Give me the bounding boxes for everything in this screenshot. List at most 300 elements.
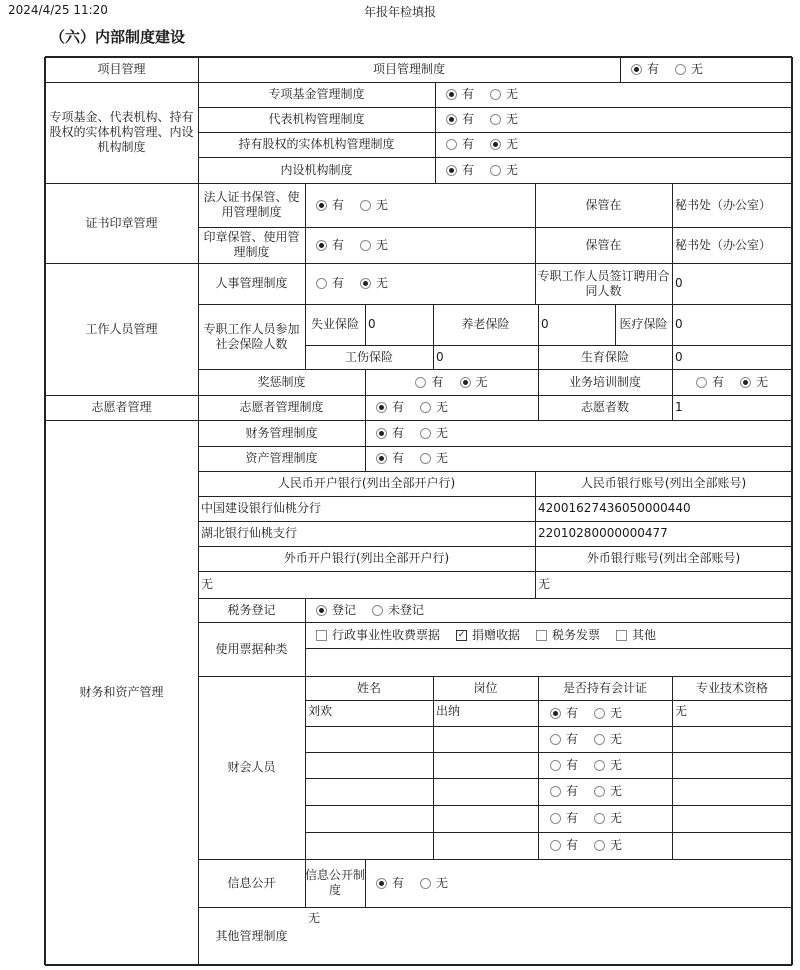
- accountant-qualification[interactable]: [672, 778, 792, 805]
- radio-unchecked-icon[interactable]: [490, 165, 501, 176]
- tax-registration-label: [198, 598, 305, 622]
- accountant-column-header: [433, 676, 538, 700]
- radio-checked-icon[interactable]: [316, 605, 327, 616]
- accountant-cert-no-label: 无: [610, 757, 623, 772]
- special-row-radio[interactable]: [435, 82, 792, 107]
- rmb-bank-account-text: 22010280000000477: [538, 526, 668, 540]
- reward-system-radio-yes[interactable]: [415, 375, 443, 390]
- finance-system-radio-yes-label: 有: [392, 425, 405, 440]
- category-project-text: 项目管理: [97, 62, 146, 76]
- project-system-label-text: 项目管理制度: [372, 62, 445, 76]
- radio-unchecked-icon[interactable]: [550, 840, 561, 851]
- volunteer-system-label-text: 志愿者管理制度: [239, 400, 324, 414]
- project-system-radio-yes-label: 有: [647, 62, 660, 76]
- accountant-post[interactable]: [433, 752, 538, 778]
- seal-row-radio-yes[interactable]: [316, 238, 344, 253]
- rmb-account-header: [535, 471, 792, 496]
- accountant-cert-no[interactable]: [594, 706, 622, 721]
- special-row-radio-no-label: 无: [506, 112, 519, 126]
- fx-account-value[interactable]: [535, 571, 792, 598]
- radio-checked-icon[interactable]: [446, 165, 457, 176]
- pension-label: [433, 304, 538, 345]
- invoice-option[interactable]: [316, 628, 440, 643]
- radio-unchecked-icon[interactable]: [490, 114, 501, 125]
- injury-value-text: 0: [436, 349, 444, 364]
- medical-label: [615, 304, 672, 345]
- volunteer-system-label: [198, 395, 365, 420]
- training-system-radio-yes-label: 有: [711, 374, 724, 389]
- radio-unchecked-icon[interactable]: [372, 605, 383, 616]
- disclosure-system-label: [305, 859, 365, 907]
- special-row-radio[interactable]: [435, 107, 792, 132]
- finance-system-radio-no-label: 无: [436, 425, 449, 440]
- maternity-label: [538, 345, 672, 369]
- category-seal: [45, 183, 198, 263]
- finance-system-radio-no[interactable]: [420, 426, 448, 441]
- pension-label-text: 养老保险: [461, 317, 510, 331]
- training-system-radio-yes[interactable]: [696, 375, 724, 390]
- invoice-type-label-text: 使用票据种类: [215, 641, 288, 656]
- radio-unchecked-icon[interactable]: [550, 734, 561, 745]
- category-special-text: 专项基金、代表机构、持有股权的实体机构管理、内设机构制度: [49, 110, 194, 154]
- special-row-label: [198, 107, 435, 132]
- accountant-cert-no[interactable]: [594, 732, 622, 747]
- radio-checked-icon[interactable]: [740, 377, 751, 388]
- pension-value[interactable]: [538, 304, 615, 345]
- special-row-label-text: 专项基金管理制度: [268, 87, 365, 101]
- radio-checked-icon[interactable]: [631, 64, 642, 75]
- special-row-radio-no-label: 无: [506, 162, 519, 177]
- radio-unchecked-icon[interactable]: [594, 760, 605, 771]
- radio-unchecked-icon[interactable]: [550, 760, 561, 771]
- accountant-qualification[interactable]: [672, 700, 792, 726]
- radio-unchecked-icon[interactable]: [594, 708, 605, 719]
- category-staff-text: 工作人员管理: [85, 321, 158, 336]
- seal-row-label-text: 印章保管、使用管理制度: [203, 230, 300, 259]
- special-row-radio-no-label: 无: [506, 87, 519, 101]
- asset-system-radio-yes[interactable]: [376, 451, 404, 466]
- accountant-cert-radio[interactable]: [538, 752, 672, 778]
- volunteer-system-radio[interactable]: [365, 395, 538, 420]
- insurance-label: [198, 304, 305, 369]
- unemployment-value[interactable]: [365, 304, 433, 345]
- category-seal-text: 证书印章管理: [85, 215, 158, 230]
- invoice-option[interactable]: [456, 628, 520, 643]
- rmb-account-header-text: 人民币银行账号(列出全部账号): [580, 476, 747, 490]
- accountant-post[interactable]: [433, 726, 538, 752]
- invoice-option[interactable]: [536, 628, 600, 643]
- accountant-cert-yes[interactable]: [550, 732, 578, 747]
- project-system-radio-yes[interactable]: [631, 62, 659, 77]
- medical-value[interactable]: [672, 304, 792, 345]
- special-row-radio-no-label: 无: [506, 137, 519, 151]
- reward-system-label: [198, 369, 365, 395]
- other-system-label-text: 其他管理制度: [215, 928, 288, 943]
- seal-row-radio[interactable]: [305, 227, 535, 263]
- contract-count-value[interactable]: [672, 263, 792, 304]
- seal-row-radio[interactable]: [305, 183, 535, 227]
- disclosure-label-text: 信息公开: [227, 875, 276, 890]
- accountant-post[interactable]: [433, 832, 538, 859]
- project-system-radio-no[interactable]: [675, 62, 703, 77]
- special-row-radio-yes-label: 有: [462, 162, 475, 177]
- special-row-label: [198, 132, 435, 157]
- accountant-cert-radio[interactable]: [538, 805, 672, 832]
- radio-unchecked-icon[interactable]: [550, 786, 561, 797]
- volunteer-system-radio-no-label: 无: [436, 400, 449, 414]
- finance-system-label: [198, 420, 365, 446]
- accountant-qualification[interactable]: [672, 832, 792, 859]
- disclosure-label: [198, 859, 305, 907]
- other-system-label: [198, 907, 305, 965]
- accountant-name[interactable]: [305, 832, 433, 859]
- special-row-radio[interactable]: [435, 132, 792, 157]
- radio-checked-icon[interactable]: [316, 240, 327, 251]
- training-system-label: [538, 369, 672, 395]
- accountant-post[interactable]: [433, 700, 538, 726]
- accountant-column-header-text: 是否持有会计证: [562, 680, 647, 695]
- rmb-bank-name[interactable]: [198, 521, 535, 546]
- invoice-option[interactable]: [616, 628, 656, 643]
- fx-bank-value-text: 无: [201, 577, 214, 591]
- hr-system-label-text: 人事管理制度: [215, 276, 288, 290]
- volunteer-count-value-text: 1: [675, 400, 683, 414]
- special-row-label-text: 代表机构管理制度: [268, 112, 365, 126]
- radio-unchecked-icon[interactable]: [446, 139, 457, 150]
- radio-unchecked-icon[interactable]: [696, 377, 707, 388]
- finance-system-radio[interactable]: [365, 420, 792, 446]
- special-row-radio-no[interactable]: [490, 163, 518, 178]
- disclosure-system-radio-yes-label: 有: [392, 875, 405, 890]
- page-header-title: 年报年检填报: [363, 5, 436, 19]
- radio-checked-icon[interactable]: [360, 278, 371, 289]
- accountant-cert-radio[interactable]: [538, 778, 672, 805]
- rmb-bank-name[interactable]: [198, 496, 535, 521]
- radio-checked-icon[interactable]: [376, 402, 387, 413]
- accountant-cert-no-label: 无: [610, 731, 623, 746]
- rmb-bank-account[interactable]: [535, 521, 792, 546]
- seal-row-radio-yes[interactable]: [316, 198, 344, 213]
- special-row-radio-no[interactable]: [490, 87, 518, 102]
- unemployment-label: [305, 304, 365, 345]
- fx-account-header: [535, 546, 792, 571]
- accountant-cert-yes[interactable]: [550, 784, 578, 799]
- seal-row-radio-no[interactable]: [360, 238, 388, 253]
- accountant-cert-yes-label: 有: [566, 838, 579, 852]
- fx-account-header-text: 外币银行账号(列出全部账号): [586, 551, 741, 565]
- category-finance-text: 财务和资产管理: [79, 685, 164, 699]
- accountant-name[interactable]: [305, 700, 433, 726]
- asset-system-label-text: 资产管理制度: [245, 451, 318, 465]
- accountant-cert-yes[interactable]: [550, 706, 578, 721]
- accountant-name[interactable]: [305, 778, 433, 805]
- accountant-post[interactable]: [433, 805, 538, 832]
- tax-registration-label-text: 税务登记: [227, 602, 276, 617]
- accountant-cert-radio[interactable]: [538, 700, 672, 726]
- radio-checked-icon[interactable]: [376, 428, 387, 439]
- invoice-option-label: 其他: [632, 627, 657, 642]
- reward-system-label-text: 奖惩制度: [257, 374, 306, 389]
- accountant-column-header: [672, 676, 792, 700]
- seal-row-radio-no-label: 无: [376, 197, 389, 212]
- seal-keeper-value-text: 秘书处（办公室）: [675, 237, 772, 252]
- accountant-name[interactable]: [305, 752, 433, 778]
- disclosure-system-radio-no[interactable]: [420, 876, 448, 891]
- seal-row-label: [198, 227, 305, 263]
- unemployment-value-text: 0: [368, 317, 376, 331]
- accountant-cert-yes-label: 有: [566, 757, 579, 772]
- special-row-radio-no[interactable]: [490, 112, 518, 127]
- asset-system-radio-no[interactable]: [420, 451, 448, 466]
- disclosure-system-radio[interactable]: [365, 859, 792, 907]
- invoice-type-label: [198, 622, 305, 676]
- training-system-label-text: 业务培训制度: [568, 374, 641, 389]
- unemployment-label-text: 失业保险: [310, 317, 359, 331]
- seal-keeper-label-text: 保管在: [585, 197, 622, 212]
- special-row-label-text: 持有股权的实体机构管理制度: [238, 137, 395, 151]
- pension-value-text: 0: [541, 317, 549, 331]
- accountant-column-header-text: 专业技术资格: [695, 680, 768, 695]
- accountant-qualification[interactable]: [672, 726, 792, 752]
- seal-keeper-label-text: 保管在: [585, 237, 622, 252]
- seal-keeper-value: [672, 227, 792, 263]
- seal-keeper-value-text: 秘书处（办公室）: [675, 197, 772, 212]
- accountant-cert-yes-label: 有: [566, 784, 579, 798]
- special-row-radio-yes-label: 有: [462, 87, 475, 101]
- accountant-cert-no[interactable]: [594, 758, 622, 773]
- accountant-name-text: 刘欢: [308, 704, 333, 718]
- contract-count-label-text: 专职工作人员签订聘用合同人数: [537, 268, 670, 298]
- accountant-cert-yes-label: 有: [566, 705, 579, 720]
- volunteer-system-radio-yes-label: 有: [392, 400, 405, 414]
- accountant-cert-yes[interactable]: [550, 838, 578, 853]
- radio-unchecked-icon[interactable]: [420, 402, 431, 413]
- seal-keeper-label: [535, 183, 672, 227]
- table-rule: [305, 648, 792, 649]
- section-title: （六）内部制度建设: [50, 28, 186, 46]
- tax-unregistered-option-label: 未登记: [388, 602, 425, 617]
- accountant-column-header: [305, 676, 433, 700]
- volunteer-count-value[interactable]: [672, 395, 792, 420]
- accountant-cert-no[interactable]: [594, 811, 622, 826]
- hr-system-label: [198, 263, 305, 304]
- reward-system-radio-yes-label: 有: [431, 374, 444, 389]
- project-system-label: [198, 57, 620, 82]
- category-finance: [45, 420, 198, 965]
- training-system-radio-no[interactable]: [740, 375, 768, 390]
- tax-registered-option[interactable]: [316, 603, 356, 618]
- radio-unchecked-icon[interactable]: [360, 240, 371, 251]
- volunteer-system-radio-yes[interactable]: [376, 400, 404, 415]
- seal-row-radio-no[interactable]: [360, 198, 388, 213]
- accountant-qualification[interactable]: [672, 752, 792, 778]
- insurance-label-text: 专职工作人员参加社会保险人数: [203, 321, 300, 351]
- accountant-qualification-text: 无: [675, 704, 688, 718]
- category-volunteer: [45, 395, 198, 420]
- checkbox-unchecked-icon[interactable]: [316, 630, 327, 641]
- finance-system-label-text: 财务管理制度: [245, 425, 318, 440]
- asset-system-radio-yes-label: 有: [392, 451, 405, 465]
- radio-unchecked-icon[interactable]: [594, 840, 605, 851]
- hr-system-radio-yes-label: 有: [332, 276, 345, 290]
- volunteer-count-label: [538, 395, 672, 420]
- radio-unchecked-icon[interactable]: [316, 278, 327, 289]
- accountant-label: [198, 676, 305, 859]
- special-row-radio-yes[interactable]: [446, 112, 474, 127]
- radio-unchecked-icon[interactable]: [420, 453, 431, 464]
- radio-checked-icon[interactable]: [460, 377, 471, 388]
- asset-system-radio[interactable]: [365, 446, 792, 471]
- contract-count-value-text: 0: [675, 276, 683, 290]
- accountant-cert-no[interactable]: [594, 784, 622, 799]
- accountant-label-text: 财会人员: [227, 760, 276, 774]
- injury-value[interactable]: [433, 345, 538, 369]
- radio-unchecked-icon[interactable]: [490, 89, 501, 100]
- finance-system-radio-yes[interactable]: [376, 426, 404, 441]
- radio-unchecked-icon[interactable]: [594, 734, 605, 745]
- project-system-radio[interactable]: [620, 57, 792, 82]
- disclosure-system-radio-yes[interactable]: [376, 876, 404, 891]
- radio-unchecked-icon[interactable]: [415, 377, 426, 388]
- radio-checked-icon[interactable]: [446, 89, 457, 100]
- radio-checked-icon[interactable]: [376, 453, 387, 464]
- radio-checked-icon[interactable]: [316, 200, 327, 211]
- medical-value-text: 0: [675, 317, 683, 331]
- medical-label-text: 医疗保险: [619, 317, 668, 331]
- volunteer-system-radio-no[interactable]: [420, 400, 448, 415]
- volunteer-count-label-text: 志愿者数: [580, 400, 629, 414]
- fx-bank-header-text: 外币开户银行(列出全部开户行): [283, 551, 450, 565]
- tax-registered-option-label: 登记: [332, 602, 357, 617]
- reward-system-radio-no[interactable]: [460, 375, 488, 390]
- accountant-name[interactable]: [305, 726, 433, 752]
- accountant-cert-no-label: 无: [610, 838, 623, 852]
- accountant-cert-no[interactable]: [594, 838, 622, 853]
- special-row-radio-yes[interactable]: [446, 163, 474, 178]
- checkbox-unchecked-icon[interactable]: [536, 630, 547, 641]
- accountant-column-header-text: 姓名: [356, 680, 381, 695]
- invoice-option-label: 税务发票: [552, 627, 601, 642]
- maternity-value-text: 0: [675, 349, 683, 364]
- other-system-value-text: 无: [308, 911, 321, 925]
- checkbox-unchecked-icon[interactable]: [616, 630, 627, 641]
- special-row-label-text: 内设机构制度: [280, 162, 353, 177]
- radio-checked-icon[interactable]: [376, 878, 387, 889]
- radio-unchecked-icon[interactable]: [594, 813, 605, 824]
- accountant-post[interactable]: [433, 778, 538, 805]
- contract-count-label: [535, 263, 672, 304]
- rmb-bank-name-text: 中国建设银行仙桃分行: [201, 501, 322, 515]
- accountant-cert-yes[interactable]: [550, 758, 578, 773]
- special-row-radio-yes-label: 有: [462, 137, 475, 151]
- accountant-column-header: [538, 676, 672, 700]
- rmb-bank-name-text: 湖北银行仙桃支行: [201, 526, 298, 540]
- injury-label: [305, 345, 433, 369]
- training-system-radio-no-label: 无: [756, 374, 769, 389]
- hr-system-radio-yes[interactable]: [316, 276, 344, 291]
- radio-unchecked-icon[interactable]: [420, 428, 431, 439]
- radio-checked-icon[interactable]: [550, 708, 561, 719]
- invoice-option-label: 捐赠收据: [472, 627, 521, 642]
- accountant-cert-no-label: 无: [610, 811, 623, 825]
- accountant-cert-no-label: 无: [610, 705, 623, 720]
- rmb-bank-account[interactable]: [535, 496, 792, 521]
- fx-bank-value[interactable]: [198, 571, 535, 598]
- rmb-bank-account-text: 42001627436050000440: [538, 501, 691, 515]
- fx-account-value-text: 无: [538, 577, 551, 591]
- radio-unchecked-icon[interactable]: [360, 200, 371, 211]
- radio-unchecked-icon[interactable]: [675, 64, 686, 75]
- accountant-cert-yes-label: 有: [566, 731, 579, 746]
- accountant-column-header-text: 岗位: [473, 680, 498, 695]
- asset-system-radio-no-label: 无: [436, 451, 449, 465]
- accountant-cert-radio[interactable]: [538, 832, 672, 859]
- accountant-cert-yes[interactable]: [550, 811, 578, 826]
- special-row-label: [198, 82, 435, 107]
- seal-row-radio-yes-label: 有: [332, 197, 345, 212]
- hr-system-radio[interactable]: [305, 263, 535, 304]
- seal-row-radio-no-label: 无: [376, 237, 389, 252]
- category-project: [45, 57, 198, 82]
- disclosure-system-radio-no-label: 无: [436, 875, 449, 890]
- radio-unchecked-icon[interactable]: [594, 786, 605, 797]
- special-row-radio-yes-label: 有: [462, 112, 475, 126]
- asset-system-label: [198, 446, 365, 471]
- checkbox-checked-icon[interactable]: ✓: [457, 629, 466, 640]
- radio-checked-icon[interactable]: [446, 114, 457, 125]
- seal-keeper-value: [672, 183, 792, 227]
- disclosure-system-label-text: 信息公开制度: [305, 868, 366, 897]
- special-row-radio-no[interactable]: [490, 137, 518, 152]
- category-staff: [45, 263, 198, 395]
- maternity-value[interactable]: [672, 345, 792, 369]
- accountant-cert-radio[interactable]: [538, 726, 672, 752]
- rmb-bank-header-text: 人民币开户银行(列出全部开户行): [277, 476, 456, 490]
- hr-system-radio-no[interactable]: [360, 276, 388, 291]
- hr-system-radio-no-label: 无: [376, 276, 389, 290]
- training-system-radio[interactable]: [672, 369, 792, 395]
- seal-row-label-text: 法人证书保管、使用管理制度: [203, 190, 300, 219]
- tax-registration-radio[interactable]: [305, 598, 792, 622]
- seal-row-radio-yes-label: 有: [332, 237, 345, 252]
- radio-unchecked-icon[interactable]: [420, 878, 431, 889]
- maternity-label-text: 生育保险: [580, 349, 629, 364]
- category-special: [49, 82, 194, 183]
- reward-system-radio[interactable]: [365, 369, 538, 395]
- special-row-radio[interactable]: [435, 157, 792, 183]
- special-row-radio-yes[interactable]: [446, 87, 474, 102]
- invoice-option-label: 行政事业性收费票据: [332, 627, 441, 642]
- accountant-cert-yes-label: 有: [566, 811, 579, 825]
- accountant-qualification[interactable]: [672, 805, 792, 832]
- print-datetime: 2024/4/25 11:20: [8, 3, 108, 17]
- seal-row-label: [198, 183, 305, 227]
- radio-unchecked-icon[interactable]: [550, 813, 561, 824]
- accountant-name[interactable]: [305, 805, 433, 832]
- invoice-type-options[interactable]: [305, 622, 792, 648]
- special-row-radio-yes[interactable]: [446, 137, 474, 152]
- tax-unregistered-option[interactable]: [372, 603, 424, 618]
- other-system-value[interactable]: [305, 907, 792, 965]
- accountant-cert-no-label: 无: [610, 784, 623, 798]
- special-row-label: [198, 157, 435, 183]
- seal-keeper-label: [535, 227, 672, 263]
- category-volunteer-text: 志愿者管理: [91, 400, 152, 414]
- fx-bank-header: [198, 546, 535, 571]
- radio-checked-icon[interactable]: [490, 139, 501, 150]
- reward-system-radio-no-label: 无: [475, 374, 488, 389]
- rmb-bank-header: [198, 471, 535, 496]
